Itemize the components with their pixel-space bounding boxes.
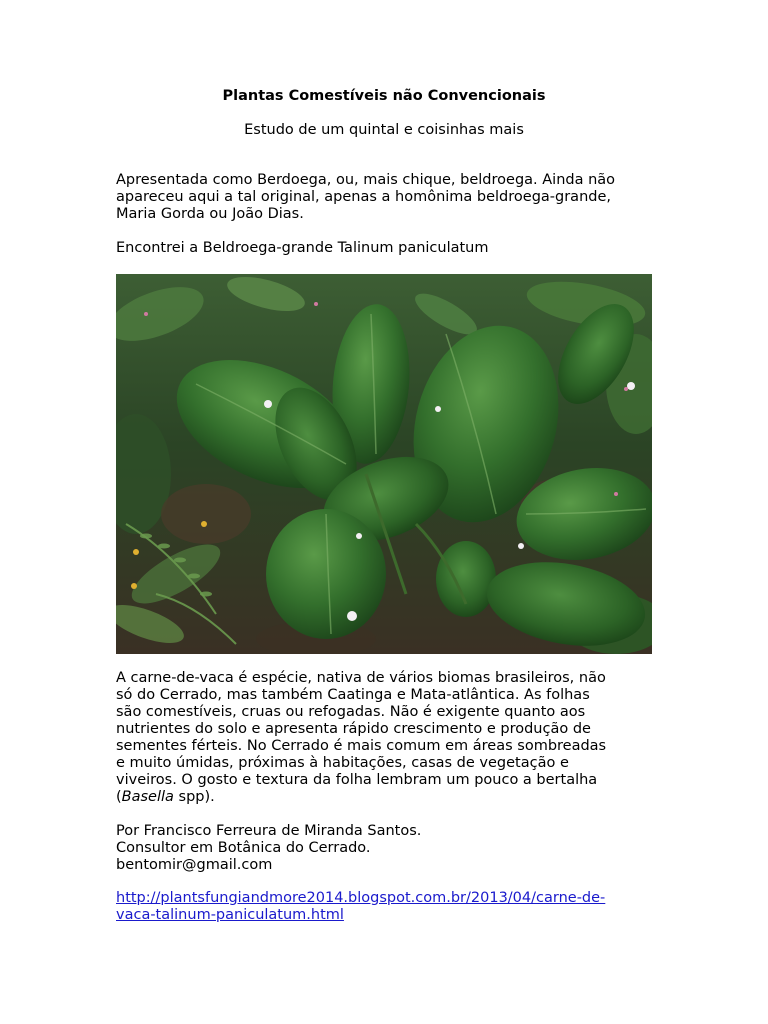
author-role: Consultor em Botânica do Cerrado. [116, 840, 371, 856]
description-line: sementes férteis. No Cerrado é mais comum em áreas sombreadas [116, 738, 607, 754]
found-line: Encontrei a Beldroega-grande Talinum paniculatum [116, 240, 489, 256]
species-name: Basella [121, 789, 174, 805]
description-paragraph [116, 670, 656, 806]
intro-line: Apresentada como Berdoega, ou, mais chique, beldroega. Ainda não [116, 172, 616, 188]
source-link-line[interactable]: vaca-talinum-paniculatum.html [116, 907, 344, 923]
description-line: nutrientes do solo e apresenta rápido crescimento e produção de [116, 721, 591, 737]
description-last-prefix: ( [116, 789, 122, 805]
source-link-line[interactable]: http://plantsfungiandmore2014.blogspot.com.br/2013/04/carne-de- [116, 890, 606, 906]
description-last-line [116, 789, 656, 806]
intro-line: Maria Gorda ou João Dias. [116, 206, 304, 222]
intro-line: apareceu aqui a tal original, apenas a homônima beldroega-grande, [116, 189, 611, 205]
intro-paragraph [116, 172, 656, 223]
description-line: A carne-de-vaca é espécie, nativa de vários biomas brasileiros, não [116, 670, 606, 686]
source-link[interactable] [116, 890, 656, 924]
description-line: só do Cerrado, mas também Caatinga e Mata-atlântica. As folhas [116, 687, 590, 703]
description-line: são comestíveis, cruas ou refogadas. Não é exigente quanto aos [116, 704, 586, 720]
plant-photo [116, 274, 652, 654]
document-subtitle: Estudo de um quintal e coisinhas mais [244, 122, 524, 138]
author-name: Por Francisco Ferreura de Miranda Santos. [116, 823, 422, 839]
document-title: Plantas Comestíveis não Convencionais [222, 88, 546, 104]
source-link-block [116, 890, 656, 924]
description-line: viveiros. O gosto e textura da folha lembram um pouco a bertalha [116, 772, 598, 788]
found-paragraph [116, 240, 656, 257]
description-line: e muito úmidas, próximas à habitações, casas de vegetação e [116, 755, 569, 771]
author-email: bentomir@gmail.com [116, 857, 273, 873]
description-last-suffix: spp). [173, 789, 215, 805]
author-block [116, 823, 656, 874]
